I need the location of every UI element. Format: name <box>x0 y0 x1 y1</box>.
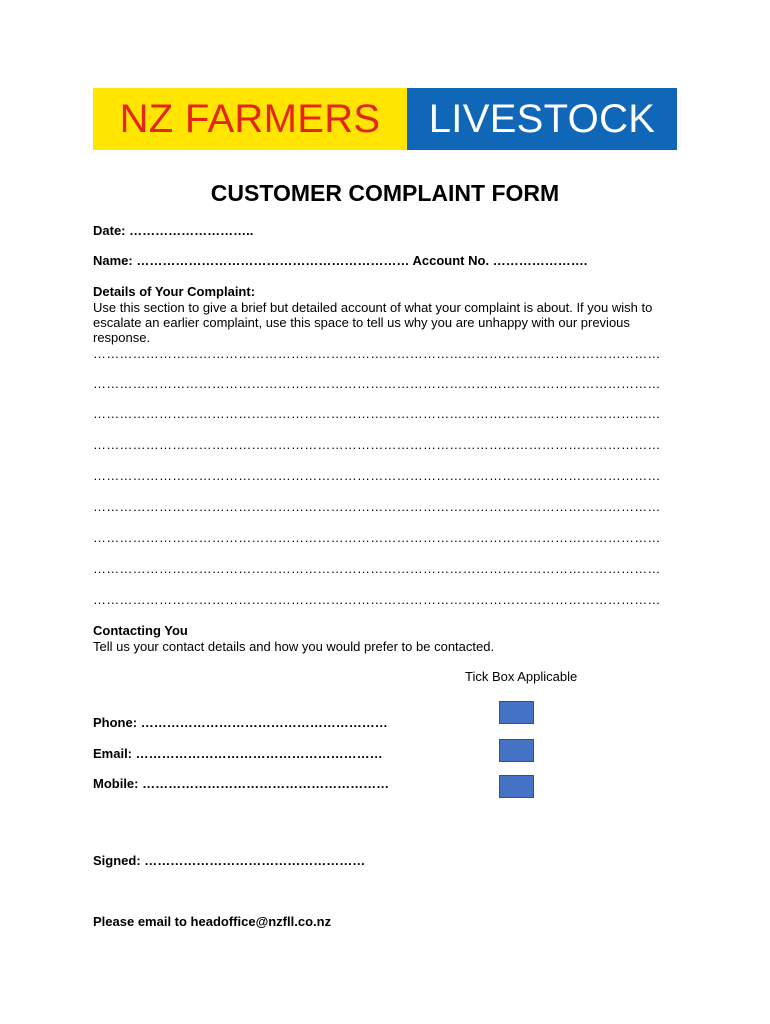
mobile-label: Mobile: <box>93 776 139 791</box>
contact-heading: Contacting You <box>93 623 188 638</box>
complaint-line[interactable]: ………………………………………………………………………………………………………………… <box>93 530 661 545</box>
phone-label: Phone: <box>93 715 138 730</box>
phone-dots: ………………………………………………… <box>140 715 388 730</box>
complaint-line[interactable]: ………………………………………………………………………………………………………………… <box>93 499 661 514</box>
account-dots: …………………. <box>492 253 588 268</box>
name-dots: ……………………………………………………… <box>136 253 413 268</box>
complaint-line[interactable]: ………………………………………………………………………………………………………………… <box>93 561 661 576</box>
signed-label: Signed: <box>93 853 141 868</box>
signed-dots: …………………………………………… <box>144 853 366 868</box>
date-field[interactable] <box>93 223 253 238</box>
complaint-line[interactable]: ………………………………………………………………………………………………………………… <box>93 346 661 361</box>
phone-field[interactable] <box>93 715 388 730</box>
details-instructions: Use this section to give a brief but detailed account of what your complaint is about. If you wish to escalate an earlier complaint, use this space to tell us why you are unhappy with our previous response. <box>93 300 653 345</box>
date-label: Date: <box>93 223 126 238</box>
footer-email-instruction: Please email to headoffice@nzfll.co.nz <box>93 914 332 929</box>
account-label: Account No. <box>412 253 490 268</box>
mobile-tick-box[interactable] <box>499 775 534 798</box>
details-heading: Details of Your Complaint: <box>93 284 256 299</box>
complaint-line[interactable]: ………………………………………………………………………………………………………………… <box>93 376 661 391</box>
name-label: Name: <box>93 253 133 268</box>
complaint-line[interactable]: ………………………………………………………………………………………………………………… <box>93 406 661 421</box>
mobile-field[interactable] <box>93 776 389 791</box>
complaint-line[interactable]: ………………………………………………………………………………………………………………… <box>93 468 661 483</box>
logo-right-text: LIVESTOCK <box>407 88 677 150</box>
signed-field[interactable] <box>93 853 365 868</box>
email-label: Email: <box>93 746 133 761</box>
phone-tick-box[interactable] <box>499 701 534 724</box>
form-title: CUSTOMER COMPLAINT FORM <box>210 180 560 206</box>
email-tick-box[interactable] <box>499 739 534 762</box>
company-logo <box>93 88 677 150</box>
name-field[interactable] <box>93 253 587 268</box>
mobile-dots: ………………………………………………… <box>142 776 390 791</box>
email-field[interactable] <box>93 746 383 761</box>
complaint-line[interactable]: ………………………………………………………………………………………………………………… <box>93 437 661 452</box>
email-dots: ………………………………………………… <box>135 746 383 761</box>
complaint-line[interactable]: ………………………………………………………………………………………………………………… <box>93 592 661 607</box>
tick-box-header: Tick Box Applicable <box>465 669 578 684</box>
contact-instructions: Tell us your contact details and how you would prefer to be contacted. <box>93 639 495 654</box>
logo-left-text: NZ FARMERS <box>93 88 407 150</box>
date-dots: ……………………….. <box>129 223 254 238</box>
